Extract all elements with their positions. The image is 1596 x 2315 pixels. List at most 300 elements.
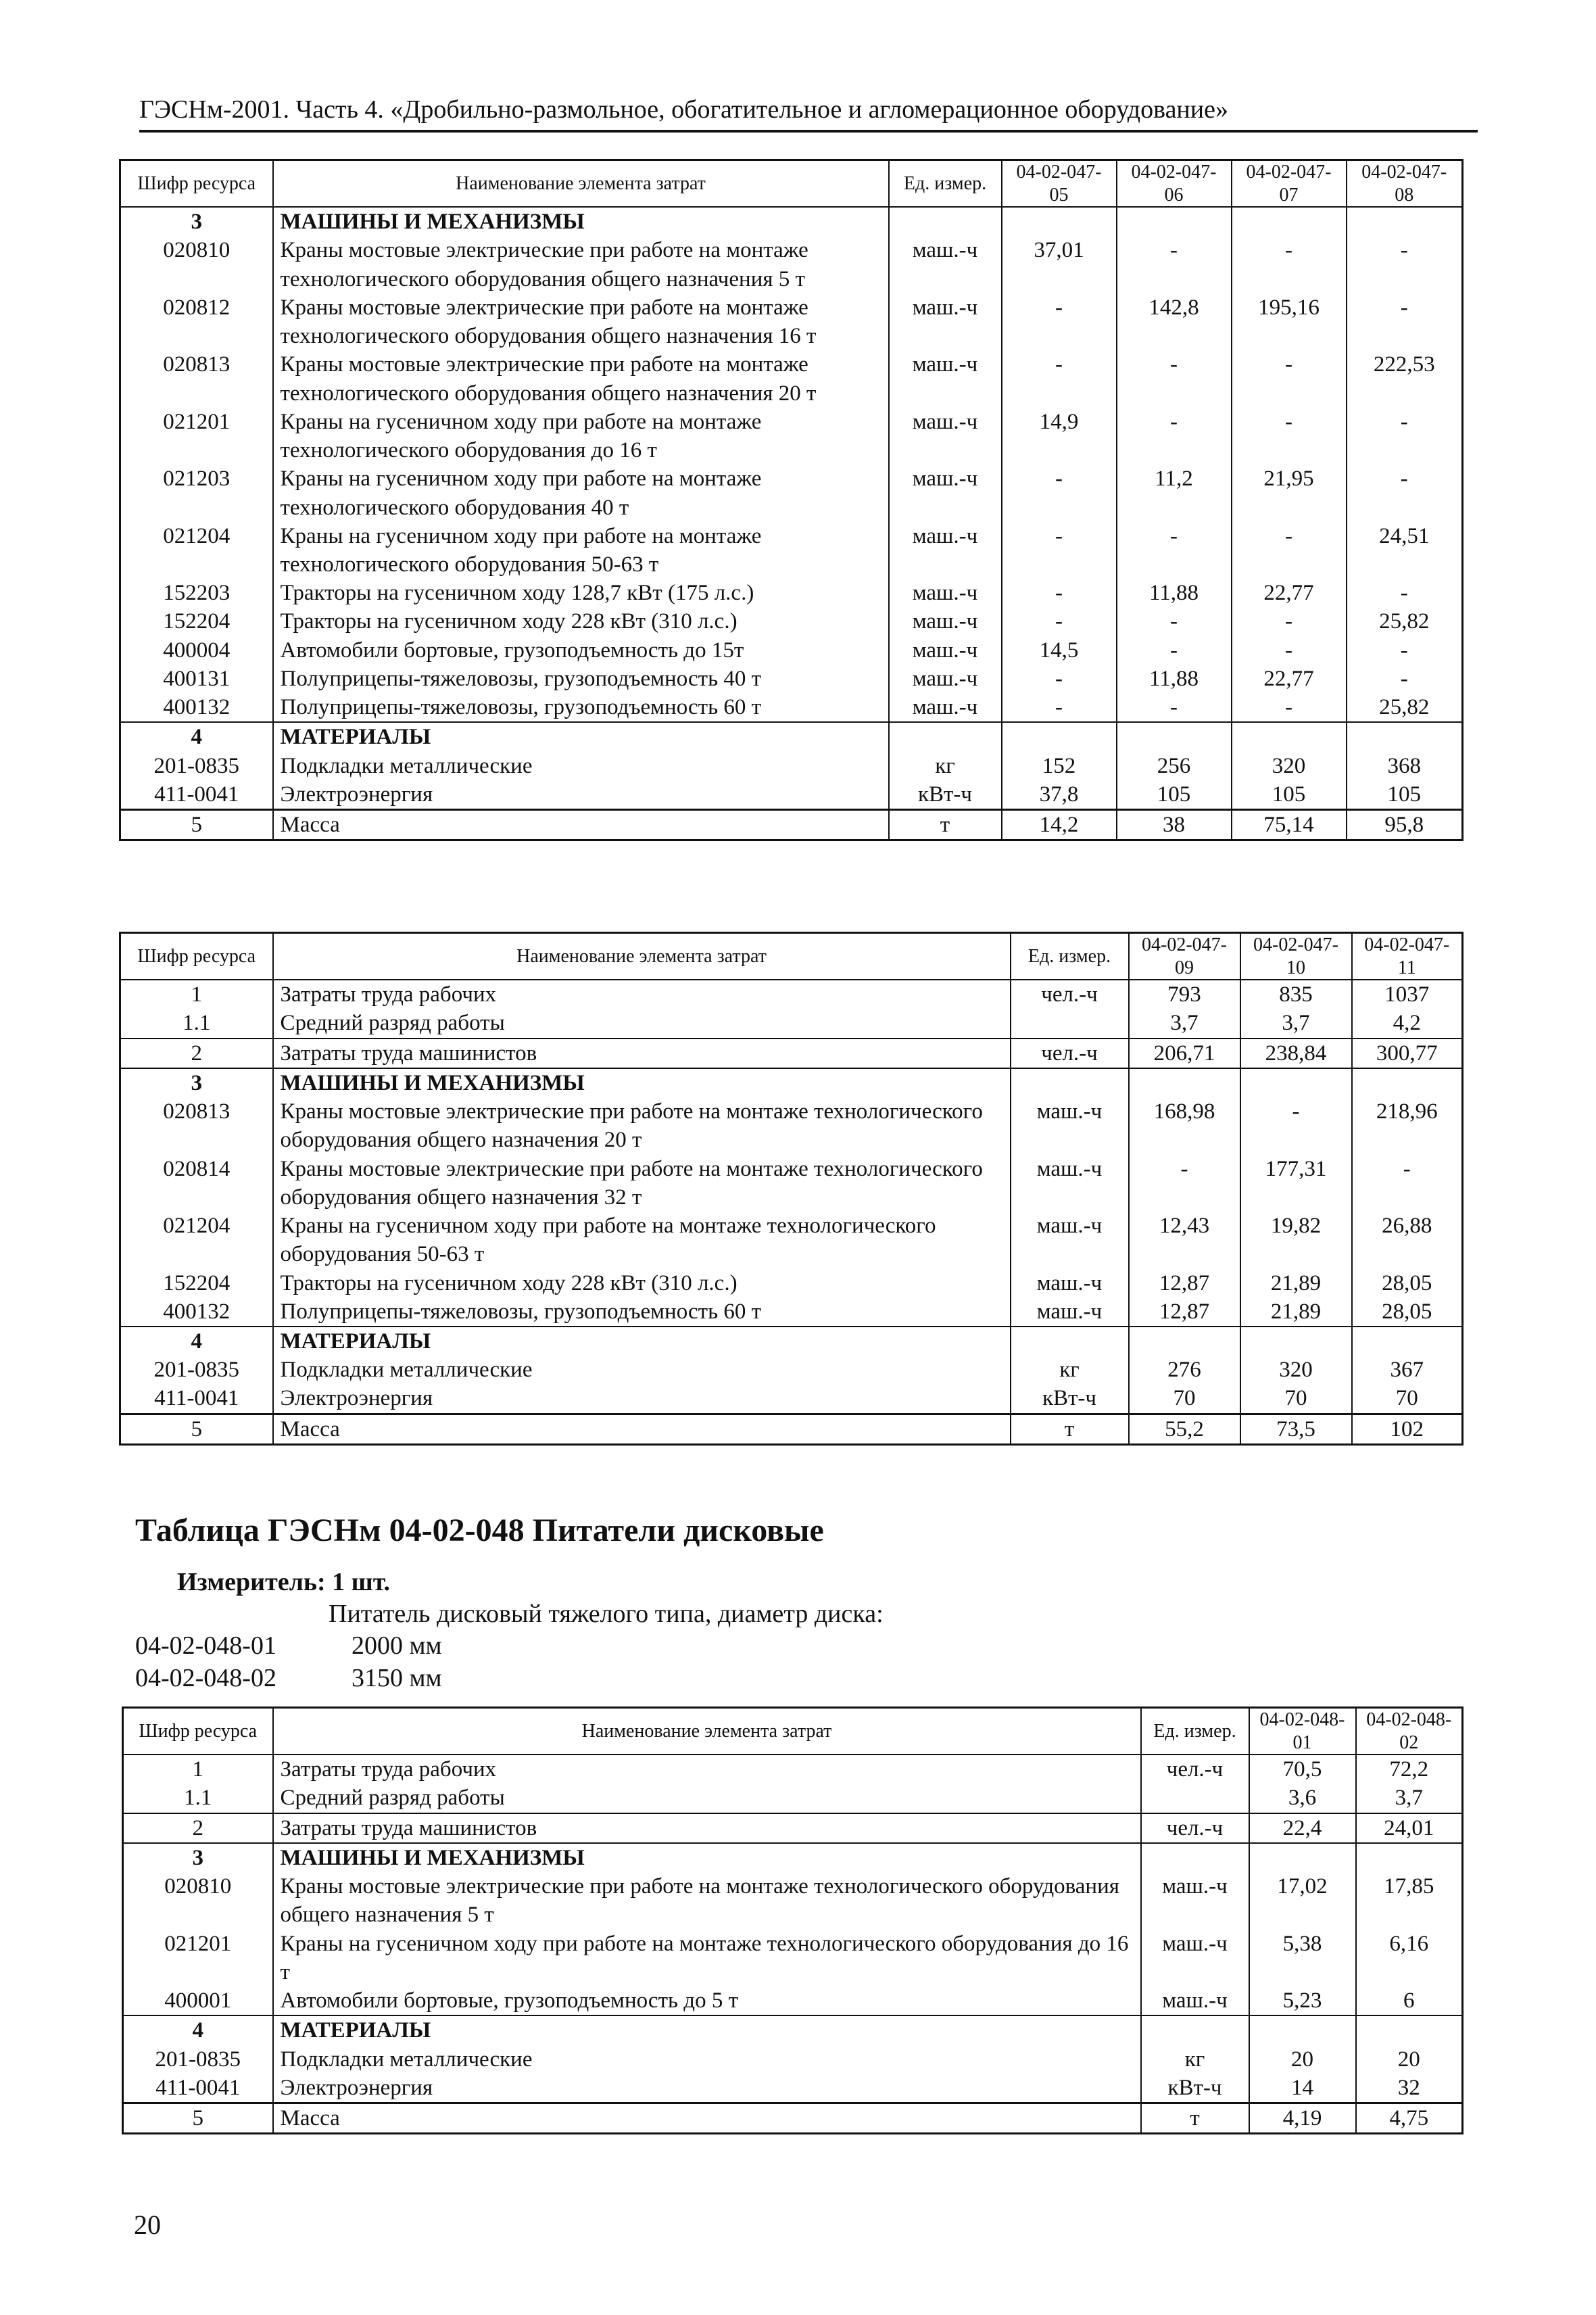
table-row [120, 636, 1463, 665]
value-cell: 5,23 [1249, 1986, 1356, 2015]
header-col: 04-02-047-06 [1117, 160, 1232, 208]
cost-element-name: Краны мостовые электрические при работе на монтаже технологического оборудования общего назначения 5 т [273, 1872, 1141, 1929]
value-cell: 22,77 [1232, 665, 1347, 693]
table-row [120, 1384, 1463, 1414]
cost-element-name: Средний разряд работы [273, 1784, 1141, 1813]
resource-code: 400004 [120, 636, 273, 665]
cost-element-name: Тракторы на гусеничном ходу 228 кВт (310 л.с.) [273, 1269, 1011, 1297]
value-cell: 21,89 [1240, 1297, 1352, 1327]
value-cell [1240, 1068, 1352, 1097]
value-cell [1129, 1327, 1240, 1356]
resource-code: 411-0041 [120, 1384, 273, 1414]
resource-code: 021204 [120, 1212, 273, 1268]
resource-code: 5 [120, 810, 273, 840]
table-row [120, 665, 1463, 693]
unit-cell: т [889, 810, 1002, 840]
unit-cell [1011, 1009, 1129, 1038]
value-cell: 37,01 [1002, 236, 1117, 293]
value-cell: - [1232, 350, 1347, 407]
value-cell: - [1002, 522, 1117, 579]
header-col: 04-02-048-02 [1356, 1708, 1463, 1755]
value-cell: 21,95 [1232, 464, 1347, 521]
cost-element-name: Затраты труда рабочих [273, 1755, 1141, 1784]
page-header: ГЭСНм-2001. Часть 4. «Дробильно-размольное, обогатительное и агломерационное оборудование» [139, 95, 1478, 133]
unit-cell: кВт-ч [1011, 1384, 1129, 1414]
cost-element-name: Краны на гусеничном ходу при работе на монтаже технологического оборудования 50-63 т [273, 1212, 1011, 1268]
resource-code: 201-0835 [120, 752, 273, 780]
unit-cell: маш.-ч [1011, 1297, 1129, 1327]
value-cell: 793 [1129, 980, 1240, 1009]
section-row [120, 1068, 1463, 1097]
resource-code: 020812 [120, 293, 273, 350]
unit-cell: маш.-ч [889, 579, 1002, 607]
section-row [120, 207, 1463, 236]
value-cell: - [1352, 1155, 1463, 1212]
value-cell: 25,82 [1347, 693, 1463, 722]
header-code: Шифр ресурса [120, 933, 273, 980]
value-cell: - [1002, 579, 1117, 607]
value-cell: 4,75 [1356, 2103, 1463, 2134]
value-cell: 17,02 [1249, 1872, 1356, 1929]
value-cell: 105 [1232, 780, 1347, 810]
value-cell: 28,05 [1352, 1269, 1463, 1297]
resource-code: 4 [120, 1327, 273, 1356]
table-048-variant [135, 1631, 442, 1661]
value-cell: - [1347, 236, 1463, 293]
resource-code: 400132 [120, 693, 273, 722]
value-cell: 70 [1352, 1384, 1463, 1414]
value-cell: - [1129, 1155, 1240, 1212]
unit-cell [1011, 1068, 1129, 1097]
resource-code: 400131 [120, 665, 273, 693]
value-cell: 12,87 [1129, 1297, 1240, 1327]
cost-element-name: Тракторы на гусеничном ходу 128,7 кВт (175 л.с.) [273, 579, 889, 607]
value-cell: 73,5 [1240, 1414, 1352, 1444]
unit-cell [1011, 1327, 1129, 1356]
cost-element-name: МАТЕРИАЛЫ [273, 722, 889, 751]
cost-element-name: Масса [273, 1414, 1011, 1444]
unit-cell: маш.-ч [889, 693, 1002, 722]
value-cell: - [1117, 607, 1232, 636]
unit-cell [1141, 2015, 1249, 2045]
table-row [120, 1009, 1463, 1038]
norm-table-047-09-11 [119, 932, 1464, 1446]
value-cell: 195,16 [1232, 293, 1347, 350]
cost-element-name: Автомобили бортовые, грузоподъемность до 15т [273, 636, 889, 665]
value-cell: 14,2 [1002, 810, 1117, 840]
value-cell: - [1117, 236, 1232, 293]
value-cell: - [1232, 693, 1347, 722]
unit-cell: кВт-ч [1141, 2074, 1249, 2103]
table-048-meter: Измеритель: 1 шт. [177, 1568, 391, 1596]
value-cell: 14,9 [1002, 408, 1117, 464]
resource-code: 2 [123, 1813, 273, 1843]
value-cell: 218,96 [1352, 1097, 1463, 1154]
value-cell: - [1117, 408, 1232, 464]
unit-cell: маш.-ч [1141, 1986, 1249, 2015]
value-cell: 22,77 [1232, 579, 1347, 607]
page-number: 20 [134, 2210, 161, 2240]
resource-code: 3 [120, 207, 273, 236]
table-header-row [123, 1708, 1463, 1755]
table-row [120, 350, 1463, 407]
value-cell: 11,2 [1117, 464, 1232, 521]
value-cell: 37,8 [1002, 780, 1117, 810]
value-cell [1356, 1843, 1463, 1872]
table-row [120, 1039, 1463, 1068]
resource-code: 411-0041 [120, 780, 273, 810]
unit-cell: кг [1011, 1356, 1129, 1384]
value-cell: 24,51 [1347, 522, 1463, 579]
value-cell: - [1002, 350, 1117, 407]
unit-cell [1141, 1784, 1249, 1813]
value-cell: 320 [1232, 752, 1347, 780]
value-cell: 1037 [1352, 980, 1463, 1009]
unit-cell: т [1141, 2103, 1249, 2134]
cost-element-name: Краны мостовые электрические при работе на монтаже технологического оборудования общего назначения 5 т [273, 236, 889, 293]
variant-code: 04-02-048-02 [135, 1664, 276, 1692]
value-cell: - [1002, 293, 1117, 350]
value-cell [1249, 1843, 1356, 1872]
cost-element-name: Полуприцепы-тяжеловозы, грузоподъемность 60 т [273, 1297, 1011, 1327]
value-cell [1117, 207, 1232, 236]
cost-element-name: МАШИНЫ И МЕХАНИЗМЫ [273, 1843, 1141, 1872]
value-cell: 105 [1347, 780, 1463, 810]
unit-cell [889, 207, 1002, 236]
unit-cell [1141, 1843, 1249, 1872]
value-cell: 152 [1002, 752, 1117, 780]
value-cell: 835 [1240, 980, 1352, 1009]
header-col: 04-02-047-08 [1347, 160, 1463, 208]
section-row [123, 2015, 1463, 2045]
value-cell: - [1117, 636, 1232, 665]
resource-code: 4 [120, 722, 273, 751]
table-row [120, 607, 1463, 636]
value-cell: - [1240, 1097, 1352, 1154]
table-row [120, 464, 1463, 521]
unit-cell: маш.-ч [1011, 1155, 1129, 1212]
value-cell: 3,7 [1240, 1009, 1352, 1038]
table-row [120, 780, 1463, 810]
header-unit: Ед. измер. [1011, 933, 1129, 980]
unit-cell: маш.-ч [889, 408, 1002, 464]
value-cell: - [1002, 464, 1117, 521]
value-cell: 3,7 [1129, 1009, 1240, 1038]
value-cell [1117, 722, 1232, 751]
value-cell: 300,77 [1352, 1039, 1463, 1068]
header-unit: Ед. измер. [1141, 1708, 1249, 1755]
cost-element-name: Краны на гусеничном ходу при работе на монтаже технологического оборудования 40 т [273, 464, 889, 521]
table-row [120, 522, 1463, 579]
cost-element-name: Краны на гусеничном ходу при работе на монтаже технологического оборудования 50-63 т [273, 522, 889, 579]
resource-code: 1.1 [120, 1009, 273, 1038]
value-cell: 24,01 [1356, 1813, 1463, 1843]
value-cell: 105 [1117, 780, 1232, 810]
value-cell: 55,2 [1129, 1414, 1240, 1444]
resource-code: 020813 [120, 350, 273, 407]
resource-code: 152204 [120, 607, 273, 636]
unit-cell: маш.-ч [889, 236, 1002, 293]
unit-cell: маш.-ч [1011, 1097, 1129, 1154]
value-cell: 238,84 [1240, 1039, 1352, 1068]
table-row [120, 1212, 1463, 1268]
resource-code: 2 [120, 1039, 273, 1068]
value-cell: - [1347, 408, 1463, 464]
header-name: Наименование элемента затрат [273, 933, 1011, 980]
value-cell [1352, 1327, 1463, 1356]
table-row [120, 752, 1463, 780]
value-cell: - [1117, 350, 1232, 407]
table-048-description: Питатель дисковый тяжелого типа, диаметр диска: [329, 1600, 884, 1628]
value-cell: 177,31 [1240, 1155, 1352, 1212]
value-cell: 102 [1352, 1414, 1463, 1444]
value-cell: 4,19 [1249, 2103, 1356, 2134]
value-cell [1232, 722, 1347, 751]
table-row [120, 693, 1463, 722]
resource-code: 1.1 [123, 1784, 273, 1813]
table-row [123, 1755, 1463, 1784]
table-048-variant [135, 1663, 442, 1693]
resource-code: 4 [123, 2015, 273, 2045]
value-cell: 3,7 [1356, 1784, 1463, 1813]
resource-code: 021201 [123, 1930, 273, 1986]
header-name: Наименование элемента затрат [273, 160, 889, 208]
table-header-row [120, 160, 1463, 208]
value-cell: - [1232, 636, 1347, 665]
cost-element-name: Краны на гусеничном ходу при работе на монтаже технологического оборудования до 16 т [273, 408, 889, 464]
table-row [123, 1986, 1463, 2015]
unit-cell: чел.-ч [1141, 1755, 1249, 1784]
resource-code: 3 [120, 1068, 273, 1097]
value-cell [1129, 1068, 1240, 1097]
cost-element-name: Краны мостовые электрические при работе на монтаже технологического оборудования общего назначения 16 т [273, 293, 889, 350]
value-cell: - [1347, 665, 1463, 693]
value-cell: 38 [1117, 810, 1232, 840]
resource-code: 152203 [120, 579, 273, 607]
value-cell: - [1117, 693, 1232, 722]
table-row [123, 2045, 1463, 2074]
cost-element-name: Подкладки металлические [273, 1356, 1011, 1384]
value-cell: 168,98 [1129, 1097, 1240, 1154]
value-cell: - [1232, 522, 1347, 579]
cost-element-name: Краны на гусеничном ходу при работе на монтаже технологического оборудования до 16 т [273, 1930, 1141, 1986]
value-cell: 12,87 [1129, 1269, 1240, 1297]
resource-code: 021201 [120, 408, 273, 464]
value-cell: 3,6 [1249, 1784, 1356, 1813]
cost-element-name: Полуприцепы-тяжеловозы, грузоподъемность 60 т [273, 693, 889, 722]
unit-cell: маш.-ч [889, 607, 1002, 636]
variant-value: 2000 мм [352, 1631, 442, 1660]
unit-cell: т [1011, 1414, 1129, 1444]
value-cell: 21,89 [1240, 1269, 1352, 1297]
resource-code: 201-0835 [120, 1356, 273, 1384]
value-cell: 14,5 [1002, 636, 1117, 665]
unit-cell: маш.-ч [889, 636, 1002, 665]
resource-code: 5 [120, 1414, 273, 1444]
norm-table-048 [122, 1707, 1464, 2134]
header-col: 04-02-047-11 [1352, 933, 1463, 980]
value-cell: 22,4 [1249, 1813, 1356, 1843]
value-cell: 222,53 [1347, 350, 1463, 407]
value-cell: - [1232, 236, 1347, 293]
table-header-row [120, 933, 1463, 980]
norm-table-047-05-08 [119, 159, 1464, 841]
value-cell: 367 [1352, 1356, 1463, 1384]
table-row [120, 236, 1463, 293]
unit-cell: маш.-ч [889, 464, 1002, 521]
header-name: Наименование элемента затрат [273, 1708, 1141, 1755]
value-cell: 14 [1249, 2074, 1356, 2103]
unit-cell: маш.-ч [1011, 1269, 1129, 1297]
variant-value: 3150 мм [352, 1664, 442, 1692]
resource-code: 1 [123, 1755, 273, 1784]
cost-element-name: Автомобили бортовые, грузоподъемность до 5 т [273, 1986, 1141, 2015]
table-row [120, 1356, 1463, 1384]
value-cell [1352, 1068, 1463, 1097]
value-cell: 75,14 [1232, 810, 1347, 840]
unit-cell: маш.-ч [1141, 1872, 1249, 1929]
table-row [120, 579, 1463, 607]
table-row [123, 1930, 1463, 1986]
value-cell: - [1347, 579, 1463, 607]
resource-code: 021203 [120, 464, 273, 521]
value-cell: 72,2 [1356, 1755, 1463, 1784]
value-cell: 256 [1117, 752, 1232, 780]
value-cell: - [1002, 607, 1117, 636]
unit-cell: маш.-ч [889, 665, 1002, 693]
section-row [120, 1327, 1463, 1356]
resource-code: 020810 [123, 1872, 273, 1929]
header-col: 04-02-047-09 [1129, 933, 1240, 980]
unit-cell: чел.-ч [1141, 1813, 1249, 1843]
resource-code: 3 [123, 1843, 273, 1872]
table-row [123, 1784, 1463, 1813]
value-cell: 19,82 [1240, 1212, 1352, 1268]
value-cell: 206,71 [1129, 1039, 1240, 1068]
table-048-title: Таблица ГЭСНм 04-02-048 Питатели дисковые [135, 1512, 824, 1548]
value-cell: - [1347, 464, 1463, 521]
value-cell: - [1232, 607, 1347, 636]
cost-element-name: Краны мостовые электрические при работе на монтаже технологического оборудования общего назначения 20 т [273, 350, 889, 407]
cost-element-name: Электроэнергия [273, 2074, 1141, 2103]
value-cell: 5,38 [1249, 1930, 1356, 1986]
unit-cell: маш.-ч [889, 522, 1002, 579]
value-cell: 11,88 [1117, 579, 1232, 607]
value-cell: 28,05 [1352, 1297, 1463, 1327]
table-row [120, 408, 1463, 464]
resource-code: 411-0041 [123, 2074, 273, 2103]
cost-element-name: МАШИНЫ И МЕХАНИЗМЫ [273, 207, 889, 236]
cost-element-name: Тракторы на гусеничном ходу 228 кВт (310 л.с.) [273, 607, 889, 636]
section-row [120, 722, 1463, 751]
unit-cell: маш.-ч [889, 350, 1002, 407]
value-cell [1356, 2015, 1463, 2045]
cost-element-name: Затраты труда машинистов [273, 1813, 1141, 1843]
header-code: Шифр ресурса [123, 1708, 273, 1755]
header-code: Шифр ресурса [120, 160, 273, 208]
mass-row [123, 2103, 1463, 2134]
table-row [123, 2074, 1463, 2103]
unit-cell: чел.-ч [1011, 980, 1129, 1009]
value-cell [1249, 2015, 1356, 2045]
value-cell: 95,8 [1347, 810, 1463, 840]
cost-element-name: Средний разряд работы [273, 1009, 1011, 1038]
value-cell: - [1002, 665, 1117, 693]
value-cell: - [1117, 522, 1232, 579]
value-cell [1002, 207, 1117, 236]
cost-element-name: Масса [273, 2103, 1141, 2134]
unit-cell: маш.-ч [1011, 1212, 1129, 1268]
value-cell: 17,85 [1356, 1872, 1463, 1929]
cost-element-name: Электроэнергия [273, 780, 889, 810]
header-col: 04-02-047-10 [1240, 933, 1352, 980]
resource-code: 021204 [120, 522, 273, 579]
mass-row [120, 1414, 1463, 1444]
value-cell: 70,5 [1249, 1755, 1356, 1784]
table-row [120, 1097, 1463, 1154]
unit-cell: кг [1141, 2045, 1249, 2074]
unit-cell: кг [889, 752, 1002, 780]
cost-element-name: Электроэнергия [273, 1384, 1011, 1414]
header-col: 04-02-048-01 [1249, 1708, 1356, 1755]
unit-cell [889, 722, 1002, 751]
resource-code: 201-0835 [123, 2045, 273, 2074]
value-cell: - [1232, 408, 1347, 464]
value-cell [1347, 722, 1463, 751]
table-row [123, 1813, 1463, 1843]
cost-element-name: Затраты труда рабочих [273, 980, 1011, 1009]
table-row [120, 293, 1463, 350]
value-cell: 11,88 [1117, 665, 1232, 693]
resource-code: 020814 [120, 1155, 273, 1212]
unit-cell: маш.-ч [889, 293, 1002, 350]
value-cell: 12,43 [1129, 1212, 1240, 1268]
value-cell: 20 [1249, 2045, 1356, 2074]
value-cell: 25,82 [1347, 607, 1463, 636]
value-cell [1240, 1327, 1352, 1356]
value-cell: 276 [1129, 1356, 1240, 1384]
cost-element-name: Полуприцепы-тяжеловозы, грузоподъемность 40 т [273, 665, 889, 693]
mass-row [120, 810, 1463, 840]
cost-element-name: Подкладки металлические [273, 752, 889, 780]
cost-element-name: Подкладки металлические [273, 2045, 1141, 2074]
value-cell [1232, 207, 1347, 236]
cost-element-name: Краны мостовые электрические при работе на монтаже технологического оборудования общего назначения 32 т [273, 1155, 1011, 1212]
table-row [120, 1155, 1463, 1212]
header-col: 04-02-047-05 [1002, 160, 1117, 208]
cost-element-name: МАТЕРИАЛЫ [273, 1327, 1011, 1356]
header-unit: Ед. измер. [889, 160, 1002, 208]
resource-code: 400132 [120, 1297, 273, 1327]
section-row [123, 1843, 1463, 1872]
value-cell: 70 [1240, 1384, 1352, 1414]
unit-cell: кВт-ч [889, 780, 1002, 810]
table-row [120, 1269, 1463, 1297]
value-cell: 26,88 [1352, 1212, 1463, 1268]
cost-element-name: Масса [273, 810, 889, 840]
cost-element-name: МАТЕРИАЛЫ [273, 2015, 1141, 2045]
value-cell: 368 [1347, 752, 1463, 780]
value-cell: 320 [1240, 1356, 1352, 1384]
value-cell: 20 [1356, 2045, 1463, 2074]
value-cell: 6,16 [1356, 1930, 1463, 1986]
value-cell: 32 [1356, 2074, 1463, 2103]
variant-code: 04-02-048-01 [135, 1631, 276, 1660]
cost-element-name: Затраты труда машинистов [273, 1039, 1011, 1068]
value-cell [1347, 207, 1463, 236]
cost-element-name: Краны мостовые электрические при работе на монтаже технологического оборудования общего назначения 20 т [273, 1097, 1011, 1154]
value-cell: - [1347, 293, 1463, 350]
